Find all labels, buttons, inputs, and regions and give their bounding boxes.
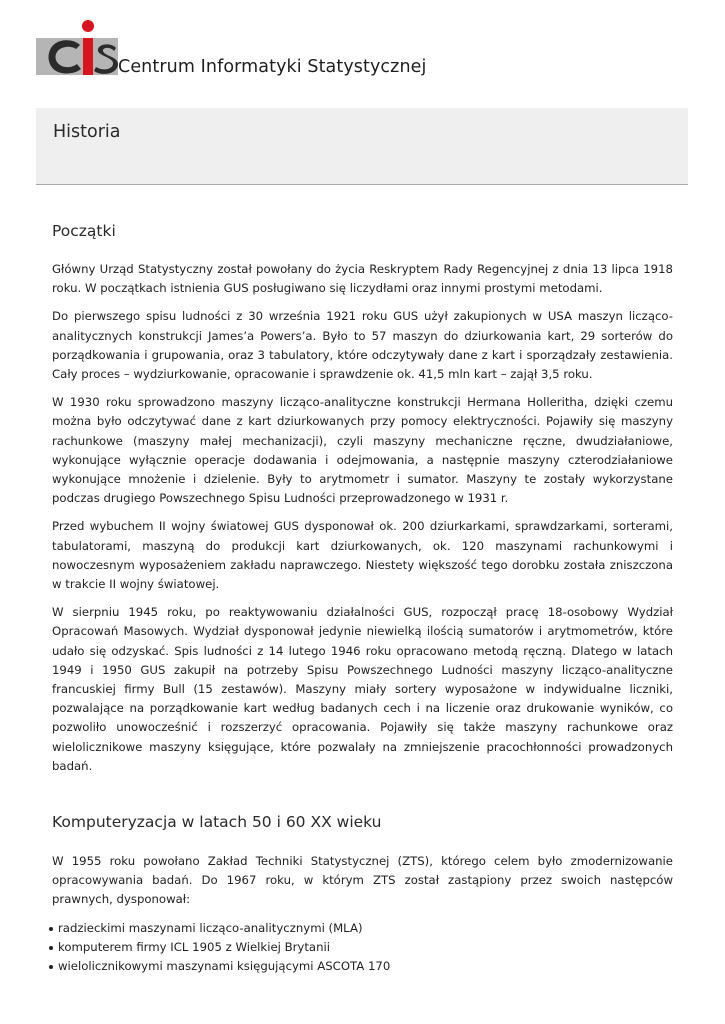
cis-logo[interactable] [36, 18, 118, 76]
paragraph: W sierpniu 1945 roku, po reaktywowaniu działalności GUS, rozpoczął pracę 18-osobowy Wydział Opracowań Masowych. Wydział dysponował jedynie niewielką ilością sumatorów i arytmometrów, które udało się odzyskać. Spis ludności z 14 lutego 1946 roku opracowano metodą ręczną. Dlatego w latach 1949 i 1950 GUS zakupił na potrzeby Spisu Powszechnego Ludności maszyny licząco-analityczne francuskiej firmy Bull (15 zestawów). Maszyny miały sortery wyposażone w indywidualne liczniki, pozwalające na porządkowanie kart według badanych cech i na liczenie oraz drukowanie wyników, co pozwoliło unowocześnić i rozszerzyć opracowania. Pojawiły się także maszyny rachunkowe oraz wielolicznikowe maszyny księgujące, które pozwalały na zmniejszenie pracochłonności prowadzonych badań. [52, 605, 673, 773]
list-item: radzieckimi maszynami licząco-analitycznymi (MLA) [49, 919, 670, 938]
section-heading: Komputeryzacja w latach 50 i 60 XX wieku [52, 813, 382, 832]
article-content [52, 222, 673, 976]
section-heading: Początki [52, 222, 116, 240]
page-title: Historia [53, 122, 121, 142]
equipment-list [49, 919, 670, 976]
paragraph: Główny Urząd Statystyczny został powołany do życia Reskryptem Rady Regencyjnej z dnia 13 lipca 1918 roku. W początkach istnienia GUS posługiwano się liczydłami oraz innymi prostymi metodami. [52, 262, 673, 296]
paragraph: W 1930 roku sprowadzono maszyny licząco-analityczne konstrukcji Hermana Holleritha, dzięki czemu można było odczytywać dane z kart dziurkowanych przy pomocy elektryczności. Pojawiły się maszyny rachunkowe (maszyny małej mechanizacji), czyli maszyny mechaniczne ręczne, dwudziałaniowe, wykonujące wyłącznie operacje dodawania i odejmowania, a następnie maszyny czterodziałaniowe wykonujące mnożenie i dzielenie. Były to arytmometr i sumator. Maszyny te zostały wykorzystane podczas drugiego Powszechnego Spisu Ludności przeprowadzonego w 1931 r. [52, 395, 673, 506]
list-item: wielolicznikowymi maszynami księgującymi ASCOTA 170 [49, 957, 670, 976]
paragraph: Do pierwszego spisu ludności z 30 września 1921 roku GUS użył zakupionych w USA maszyn licząco-analitycznych konstrukcji James’a Powers’a. Było to 57 maszyn do dziurkowania kart, 29 sorterów do porządkowania i grupowania, oraz 3 tabulatory, które odczytywały dane z kart i sporządzały zestawienia. Cały proces – wydziurkowanie, opracowanie i sprawdzenie ok. 41,5 mln kart – zajął 3,5 roku. [52, 309, 673, 382]
list-item: komputerem firmy ICL 1905 z Wielkiej Brytanii [49, 938, 670, 957]
paragraph: W 1955 roku powołano Zakład Techniki Statystycznej (ZTS), którego celem było zmodernizowanie opracowywania badań. Do 1967 roku, w którym ZTS został zastąpiony przez swoich następców prawnych, dysponował: [52, 854, 673, 907]
page-title-band [36, 108, 688, 185]
paragraph: Przed wybuchem II wojny światowej GUS dysponował ok. 200 dziurkarkami, sprawdzarkami, sorterami, tabulatorami, maszyną do produkcji kart dziurkowanych, ok. 120 maszynami rachunkowymi i nowoczesnym wyposażeniem zakładu naprawczego. Niestety większość tego dorobku została zniszczona w trakcie II wojny światowej. [52, 519, 673, 592]
cis-logo-icon [36, 18, 118, 76]
site-header [36, 18, 696, 80]
site-name[interactable]: Centrum Informatyki Statystycznej [118, 57, 427, 77]
